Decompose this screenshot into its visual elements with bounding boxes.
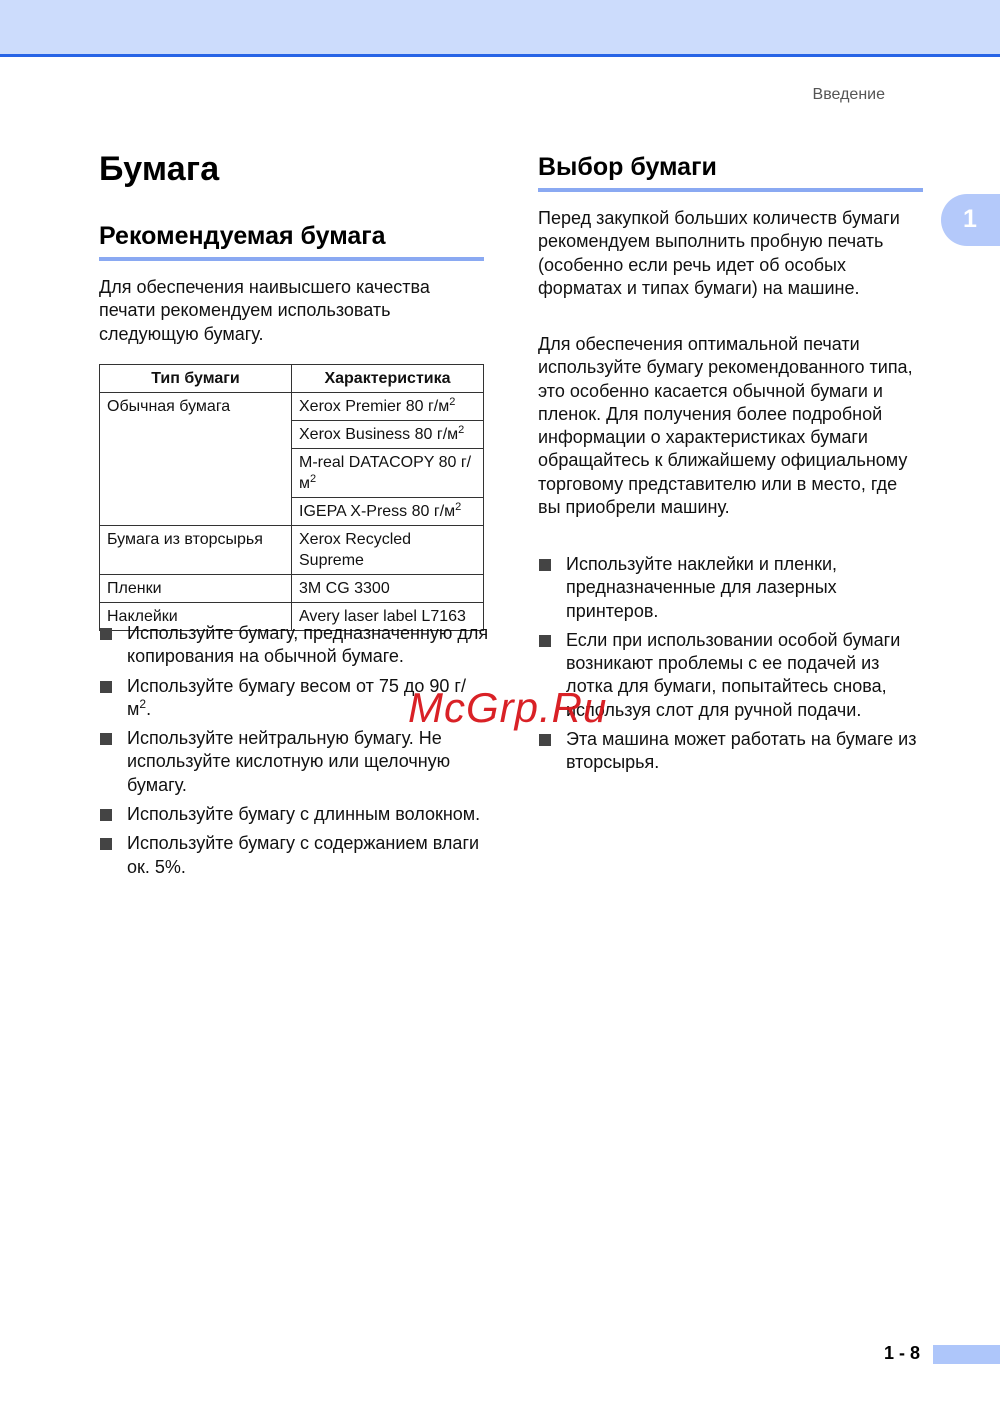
paper-type-cell: Бумага из вторсырья [100,526,292,575]
spec-cell: Xerox Business 80 $г/м^2$ [292,421,484,449]
page-number-bar [933,1345,1000,1364]
section-heading-recommended [99,222,484,261]
column-header-spec: Характеристика [292,365,484,393]
table-row [100,393,484,421]
square-bullet-icon [539,734,551,746]
page-title: Бумага [99,150,220,188]
square-bullet-icon [100,809,112,821]
paragraph: Для обеспечения оптимальной печати используйте бумагу рекомендованного типа, это особенно касается обычной бумаги и пленок. Для получения более подробной информации о характеристиках бумаги обращайтесь к ближайшему официальному торговому представителю или в место, где вы приобрели машину. [538,334,913,518]
paper-type-cell: Пленки [100,575,292,603]
header-rule [0,54,1000,57]
paper-table [99,364,484,631]
list-item: Используйте бумагу весом от 75 до 90 $г/м^2$. [99,675,489,722]
section-title: Выбор бумаги [538,153,923,192]
square-bullet-icon [539,559,551,571]
tips-list [538,553,928,781]
list-item: Эта машина может работать на бумаге из вторсырья. [538,728,928,775]
square-bullet-icon [100,681,112,693]
table-row [100,526,484,575]
spec-cell: M-real DATACOPY 80 $г/м^2$ [292,449,484,498]
page-number: 1 - 8 [884,1343,921,1363]
square-bullet-icon [100,628,112,640]
table-row [100,575,484,603]
spec-cell: IGEPA X-Press 80 $г/м^2$ [292,498,484,526]
paragraph: Перед закупкой больших количеств бумаги рекомендуем выполнить пробную печать (особенно если речь идет об особых форматах и типах бумаги) на машине. [538,208,900,298]
square-bullet-icon [100,838,112,850]
spec-cell: Avery laser label L7163 [292,603,484,631]
square-bullet-icon [539,635,551,647]
running-head: Введение [812,86,885,103]
header-band [0,0,1000,54]
square-bullet-icon [100,733,112,745]
chapter-tab [941,194,1000,246]
spec-cell: 3M CG 3300 [292,575,484,603]
watermark: McGrp.Ru [408,684,608,731]
chapter-number: 1 [963,205,977,233]
list-item: Используйте бумагу с длинным волокном. [99,803,489,826]
spec-cell: Xerox Premier 80 $г/м^2$ [292,393,484,421]
list-item: Если при использовании особой бумаги возникают проблемы с ее подачей из лотка для бумаги, попытайтесь снова, используя слот для ручной подачи. [538,629,928,722]
list-item: Используйте бумагу, предназначенную для копирования на обычной бумаге. [99,622,489,669]
section-title: Рекомендуемая бумага [99,222,484,261]
column-header-type: Тип бумаги [100,365,292,393]
intro-paragraph: Для обеспечения наивысшего качества печати рекомендуем использовать следующую бумагу. [99,277,430,344]
list-item: Используйте нейтральную бумагу. Не используйте кислотную или щелочную бумагу. [99,727,489,797]
section-heading-choice [538,153,923,192]
table-header-row [100,365,484,393]
paper-type-cell: Обычная бумага [100,393,292,526]
list-item: Используйте наклейки и пленки, предназначенные для лазерных принтеров. [538,553,928,623]
list-item: Используйте бумагу с содержанием влаги ок. 5%. [99,832,489,879]
spec-cell: Xerox Recycled Supreme [292,526,484,575]
paper-type-cell: Наклейки [100,603,292,631]
recommendations-list [99,622,489,885]
